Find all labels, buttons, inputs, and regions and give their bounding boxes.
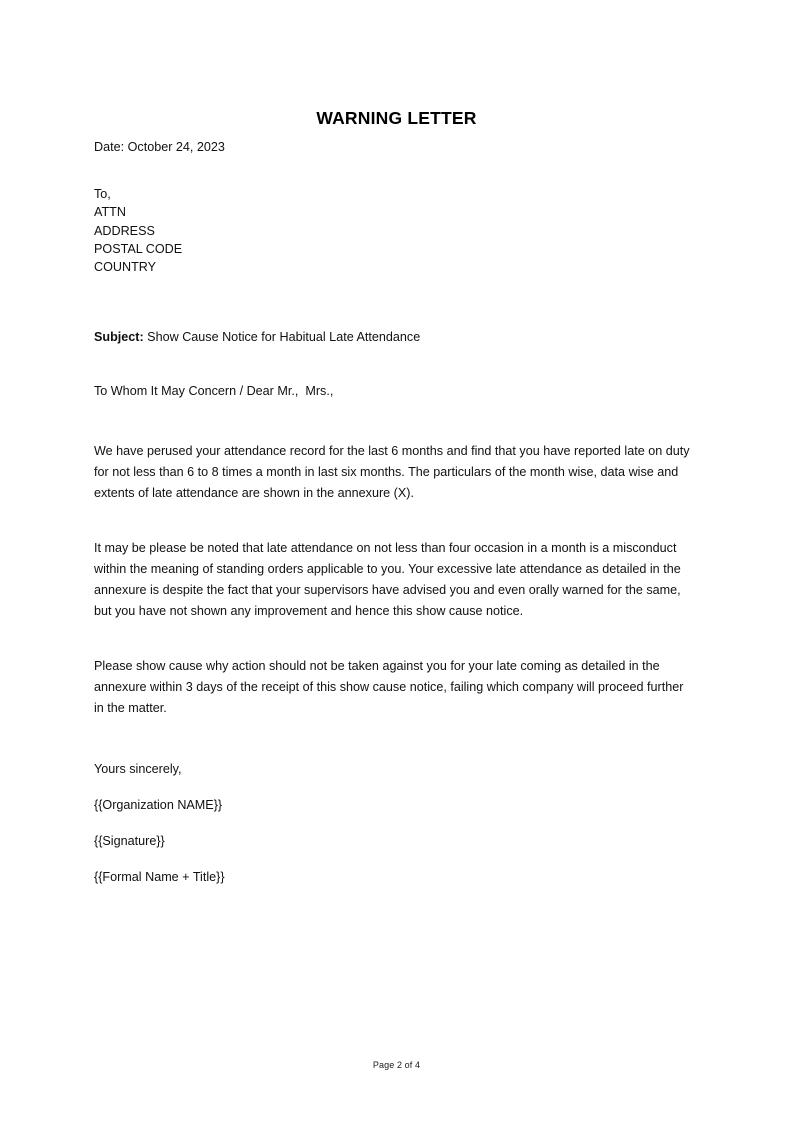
recipient-address-block: [94, 185, 695, 276]
body-paragraph-3: Please show cause why action should not be taken against you for your late coming as detailed in the annexure within 3 days of the receipt of this show cause notice, failing which company will proceed further in the matter.: [94, 659, 684, 716]
address-line-address: ADDRESS: [94, 223, 155, 238]
address-line-country: COUNTRY: [94, 260, 157, 275]
body-paragraph-2: It may be please be noted that late attendance on not less than four occasion in a month is a misconduct within the meaning of standing orders applicable to you. Your excessive late attendance as detailed in the annexure is despite the fact that your supervisors have advised you and even orally warned for the same, but you have not shown any improvement and hence this show cause notice.: [94, 541, 681, 619]
organization-line: {{Organization NAME}}: [94, 798, 223, 813]
page-footer: Page 2 of 4: [372, 1060, 421, 1070]
formal-name-line: {{Formal Name + Title}}: [94, 870, 225, 885]
address-line-to: To,: [94, 187, 111, 201]
closing-block: [94, 760, 695, 886]
date-line: Date: October 24, 2023: [94, 140, 225, 154]
page-title: WARNING LETTER: [316, 107, 477, 128]
body-paragraph-1: We have perused your attendance record for the last 6 months and find that you have reported late on duty for not less than 6 to 8 times a month in last six months. The particulars of the month wise, data wise and extents of late attendance are shown in the annexure (X).: [94, 444, 690, 501]
sign-off-line: Yours sincerely,: [94, 762, 182, 777]
letter-body: [94, 138, 695, 886]
address-line-attn: ATTN: [94, 205, 126, 220]
signature-line: {{Signature}}: [94, 834, 165, 849]
subject-line: [94, 328, 695, 346]
address-line-postalcode: POSTAL CODE: [94, 241, 183, 256]
subject-label: Subject:: [94, 330, 144, 345]
salutation-line: To Whom It May Concern / Dear Mr., Mrs.,: [94, 384, 334, 399]
subject-text: Show Cause Notice for Habitual Late Attendance: [143, 330, 421, 345]
